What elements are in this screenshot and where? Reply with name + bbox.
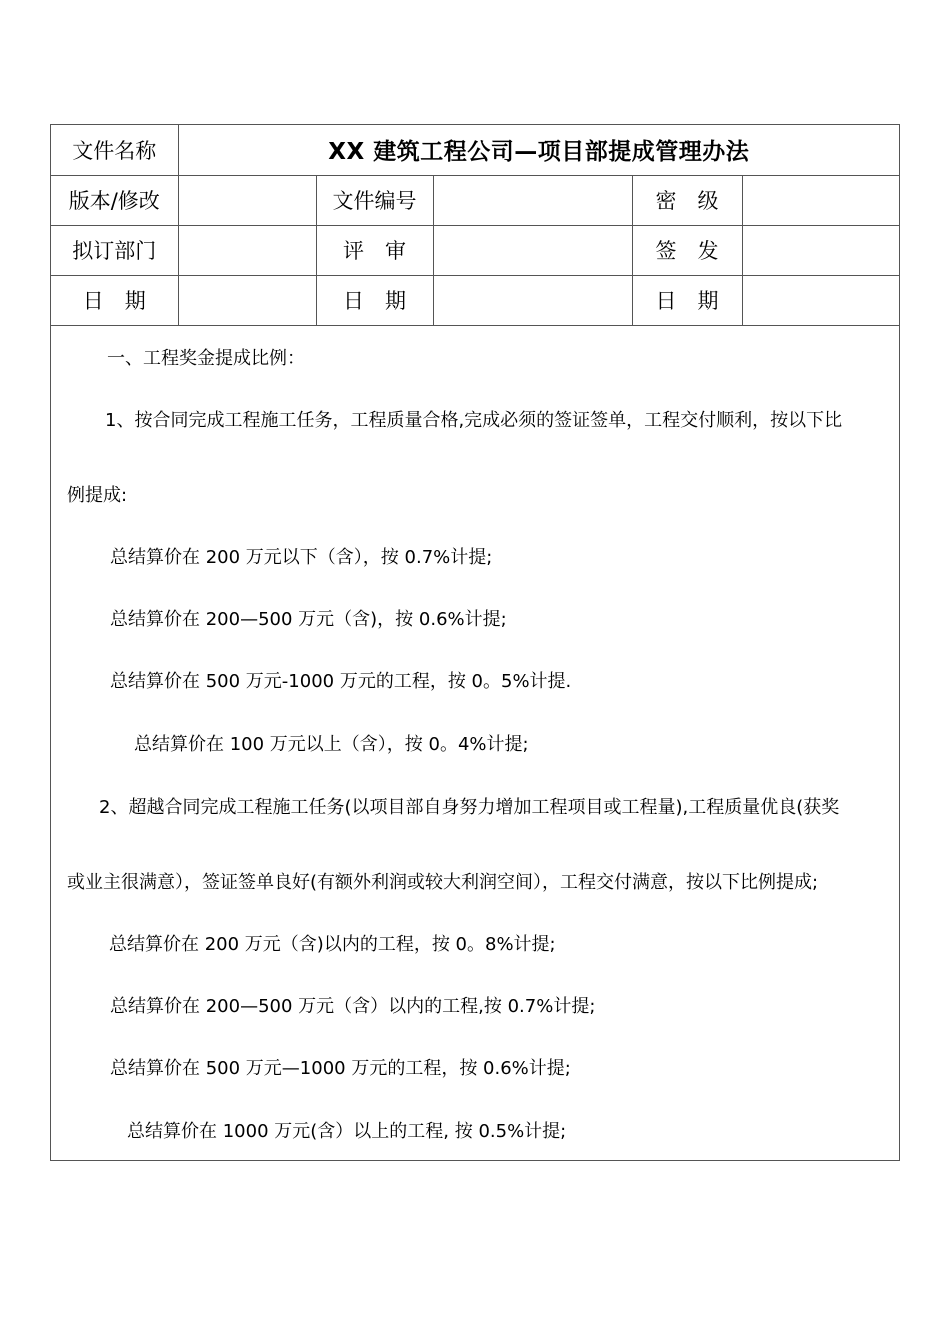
date-value-1 [178,275,316,325]
item2-paragraph-line2: 或业主很满意），签证签单良好(有额外利润或较大利润空间），工程交付满意，按以下比例提成; [67,872,819,893]
section-heading: 一、工程奖金提成比例： [107,348,305,369]
review-value [433,225,632,275]
file-name-label: 文件名称 [51,125,178,175]
item2-rule: 总结算价在 500 万元—1000 万元的工程，按 0.6%计提; [110,1058,571,1079]
file-no-label: 文件编号 [316,175,433,225]
file-no-value [433,175,632,225]
date-value-2 [433,275,632,325]
version-label: 版本/修改 [51,175,178,225]
item1-rule: 总结算价在 200 万元以下（含），按 0.7%计提; [110,547,493,568]
secret-level-value [742,175,899,225]
secret-level-label: 密 级 [632,175,742,225]
item2-paragraph-line1: 2、超越合同完成工程施工任务(以项目部自身努力增加工程项目或工程量),工程质量优良(获奖 [99,797,840,818]
date-row [51,275,899,325]
item2-rule: 总结算价在 200—500 万元（含）以内的工程,按 0.7%计提; [110,996,596,1017]
department-row [51,225,899,275]
item2-rule: 总结算价在 1000 万元(含）以上的工程, 按 0.5%计提; [127,1121,567,1142]
item1-rule: 总结算价在 100 万元以上（含），按 0。4%计提; [134,734,529,755]
title-row [51,125,899,175]
item1-rule: 总结算价在 200—500 万元（含)，按 0.6%计提; [110,609,507,630]
date-value-3 [742,275,899,325]
version-row [51,175,899,225]
review-label: 评 审 [316,225,433,275]
item1-paragraph-line1: 1、按合同完成工程施工任务，工程质量合格,完成必须的签证签单，工程交付顺利，按以下比 [105,410,843,431]
header-table [51,125,899,326]
document-title: XX 建筑工程公司—项目部提成管理办法 [178,125,899,175]
item1-rule: 总结算价在 500 万元-1000 万元的工程，按 0。5%计提. [110,671,572,692]
dept-value [178,225,316,275]
item1-paragraph-line2: 例提成: [67,485,128,506]
issue-label: 签 发 [632,225,742,275]
issue-value [742,225,899,275]
date-label-3: 日 期 [632,275,742,325]
date-label-2: 日 期 [316,275,433,325]
dept-label: 拟订部门 [51,225,178,275]
document-frame [50,124,900,1161]
item2-rule: 总结算价在 200 万元（含)以内的工程，按 0。8%计提; [109,934,556,955]
date-label-1: 日 期 [51,275,178,325]
version-value [178,175,316,225]
